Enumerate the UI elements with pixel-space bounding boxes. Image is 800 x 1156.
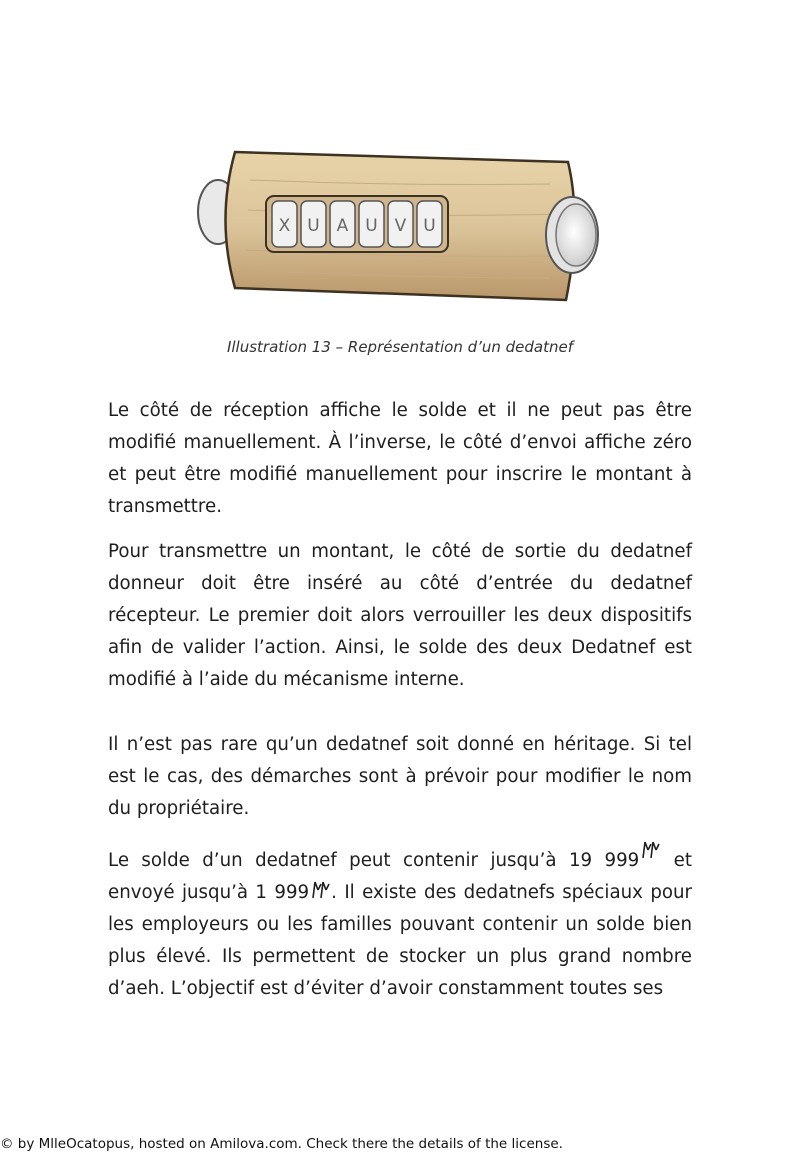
aeh-currency-icon [639, 838, 661, 860]
license-footer: © by MlleOcatopus, hosted on Amilova.com. Check there the details of the license. [0, 1136, 563, 1152]
paragraph-1-text: Le côté de réception affiche le solde et il ne peut pas être modifié manuellement. À l’inverse, le côté d’envoi affiche zéro et peut être modifié manuellement pour inscrire le montant à transmettre. [108, 400, 692, 517]
paragraph-4-part-2: et envoyé jusqu’à 1 999 [108, 850, 692, 903]
paragraph-4-part-3: . Il existe des dedatnefs spéciaux pour les employeurs ou les familles pouvant contenir un solde bien plus élevé. Ils permettent de stocker un plus grand nombre d’aeh. L’objectif est d’éviter d’avoir constamment toutes ses [108, 882, 692, 999]
wheel-symbol: U [365, 216, 378, 236]
wheel-symbol: A [336, 216, 349, 236]
paragraph-2 [108, 536, 692, 696]
paragraph-4-part-1: Le solde d’un dedatnef peut contenir jusqu’à 19 999 [108, 850, 640, 871]
illustration-caption: Illustration 13 – Représentation d’un dedatnef [226, 338, 574, 356]
paragraph-3-text: Il n’est pas rare qu’un dedatnef soit donné en héritage. Si tel est le cas, des démarches sont à prévoir pour modifier le nom du propriétaire. [108, 734, 692, 819]
dedatnef-illustration [180, 140, 610, 310]
paragraph-3 [108, 729, 692, 825]
aeh-currency-icon [309, 878, 331, 900]
paragraph-4 [108, 838, 692, 1005]
paragraph-1 [108, 395, 692, 523]
wheel-symbol: V [394, 216, 407, 236]
wheel-symbol: U [423, 216, 436, 236]
wheel-symbol: U [307, 216, 320, 236]
paragraph-4-text [108, 838, 692, 1005]
paragraph-2-text: Pour transmettre un montant, le côté de sortie du dedatnef donneur doit être inséré au côté d’entrée du dedatnef récepteur. Le premier doit alors verrouiller les deux dispositifs afin de valider l’action. Ainsi, le solde des deux Dedatnef est modifié à l’aide du mécanisme interne. [108, 541, 692, 690]
wheel-symbol: X [278, 216, 291, 236]
